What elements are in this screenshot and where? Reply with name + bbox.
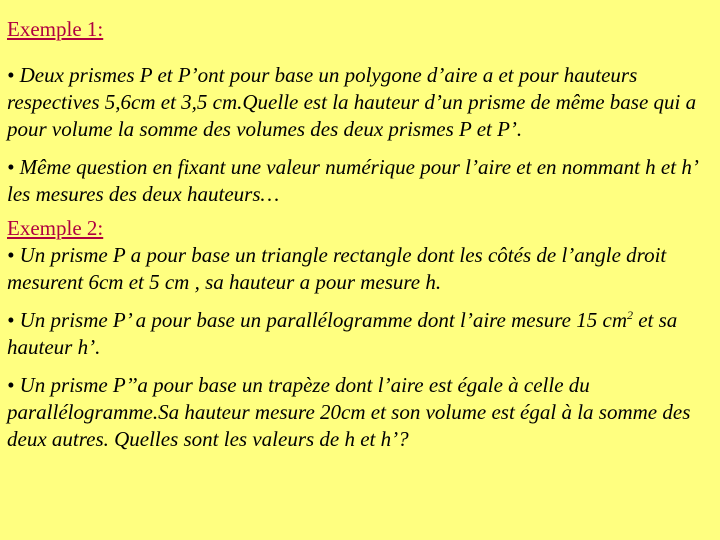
example2-heading: Exemple 2: (7, 216, 104, 240)
example2-bullet-2 (7, 307, 713, 361)
example2-bullet-2-text: • Un prisme P’ a pour base un parallélogramme dont l’aire mesure 15 cm (7, 308, 627, 332)
slide-content (7, 16, 713, 453)
example1-heading: Exemple 1: (7, 17, 104, 41)
squared-exponent: 2 (626, 308, 633, 322)
example2-bullet-3: • Un prisme P’’a pour base un trapèze dont l’aire est égale à celle du parallélogramme.Sa hauteur mesure 20cm et son volume est égal à la somme des deux autres. Quelles sont les valeurs de h et h’? (7, 373, 691, 451)
example2-bullet-1: • Un prisme P a pour base un triangle rectangle dont les côtés de l’angle droit mesurent 6cm et 5 cm , sa hauteur a pour mesure h. (7, 243, 667, 294)
example1-bullet-1: • Deux prismes P et P’ont pour base un polygone d’aire a et pour hauteurs respectives 5,6cm et 3,5 cm.Quelle est la hauteur d’un prisme de même base qui a pour volume la somme des volumes des deux prismes P et P’. (7, 63, 697, 141)
example1-bullet-2: • Même question en fixant une valeur numérique pour l’aire et en nommant h et h’ les mesures des deux hauteurs… (7, 155, 697, 206)
example2-bullet-2-text-end: et sa hauteur h’. (7, 308, 678, 359)
